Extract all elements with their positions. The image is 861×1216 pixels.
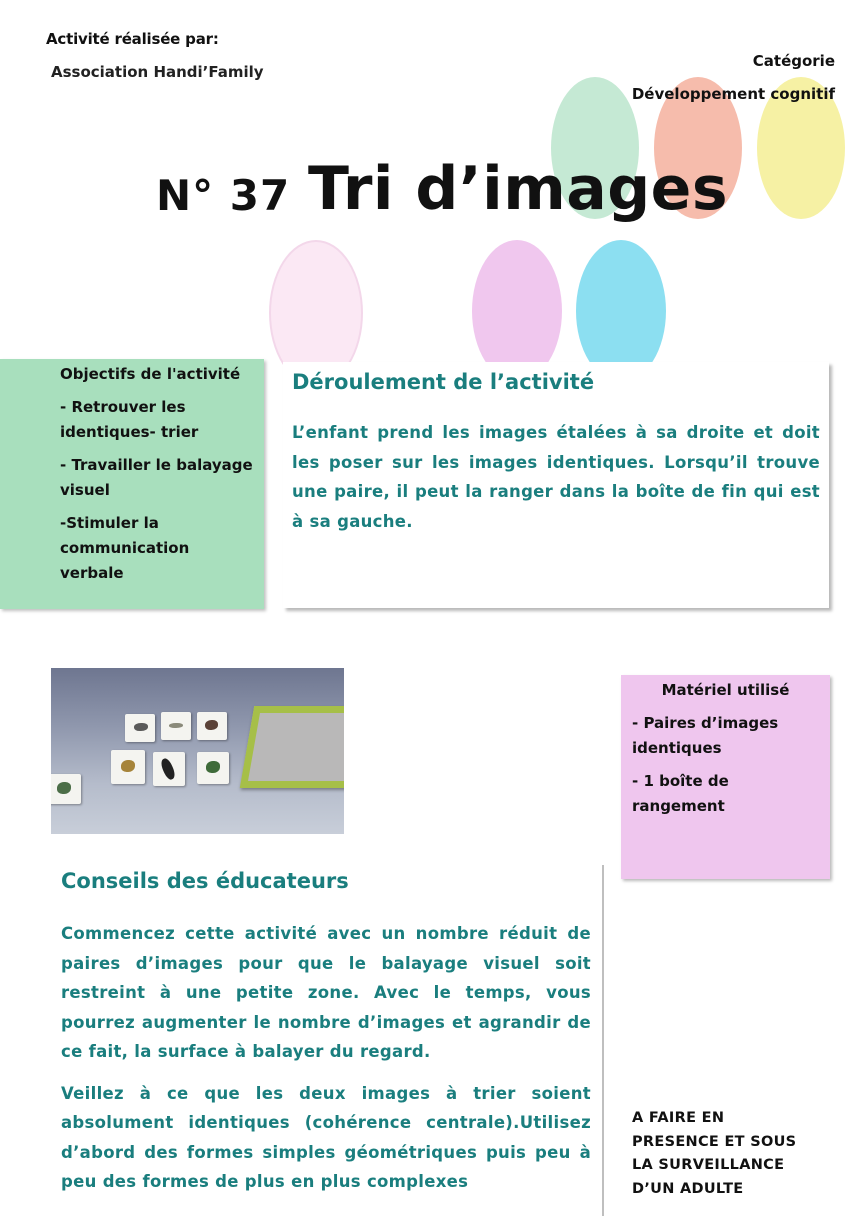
image-card — [125, 714, 155, 742]
categorie-value: Développement cognitif — [631, 85, 835, 103]
materiel-list — [632, 711, 822, 827]
warning-line: A FAIRE EN — [632, 1110, 725, 1126]
deroulement-heading: Déroulement de l’activité — [292, 370, 595, 394]
deroulement-box — [283, 362, 829, 608]
page-title: Tri d’images — [308, 154, 729, 224]
warning-line: D’UN ADULTE — [632, 1180, 744, 1197]
safety-warning — [632, 1107, 812, 1201]
egg-cyan — [576, 240, 666, 382]
objectif-item: - Retrouver les identiques- trier — [60, 398, 199, 441]
conseils-heading: Conseils des éducateurs — [61, 869, 349, 893]
deroulement-text: L’enfant prend les images étalées à sa droite et doit les poser sur les images identiques. Lorsqu’il trouve une paire, il peut la ranger dans la boîte de fin qui est à sa gauche. — [292, 423, 820, 531]
image-card — [197, 712, 227, 740]
association-name: Association Handi’Family — [51, 63, 264, 81]
egg-mauve — [472, 240, 562, 382]
objectif-item: - Travailler le balayage visuel — [60, 456, 253, 499]
image-card — [197, 752, 229, 784]
materiel-box — [621, 675, 830, 879]
objectifs-box — [0, 359, 264, 609]
conseils-text — [61, 919, 591, 1209]
warning-line: LA SURVEILLANCE — [632, 1157, 785, 1173]
image-card — [161, 712, 191, 740]
image-card — [111, 750, 145, 784]
conseils-paragraph: Veillez à ce que les deux images à trier soient absolument identiques (cohérence centrale).Utilisez d’abord des formes simples géométriques puis peu à peu des formes de plus en plus complexes — [61, 1083, 591, 1191]
objectifs-heading: Objectifs de l'activité — [60, 365, 241, 383]
objectif-item: -Stimuler la communication verbale — [60, 514, 190, 582]
activity-photo — [51, 668, 344, 834]
storage-box — [240, 706, 344, 788]
materiel-heading: Matériel utilisé — [661, 681, 790, 699]
conseils-paragraph: Commencez cette activité avec un nombre réduit de paires d’images pour que le balayage visuel soit restreint à une petite zone. Avec le temps, vous pourrez augmenter le nombre d’images et agrandir de ce fait, la surface à balayer du regard. — [61, 924, 591, 1061]
image-card — [153, 752, 185, 786]
divider — [602, 865, 604, 1216]
activity-number: N° 37 — [156, 171, 291, 220]
materiel-item: - 1 boîte de rangement — [632, 772, 729, 815]
realise-par-label: Activité réalisée par: — [46, 30, 219, 48]
warning-line: PRESENCE ET SOUS — [632, 1133, 797, 1150]
categorie-label: Catégorie — [752, 52, 835, 70]
objectifs-list — [60, 395, 256, 594]
materiel-item: - Paires d’images identiques — [632, 714, 779, 757]
image-card — [51, 774, 81, 804]
